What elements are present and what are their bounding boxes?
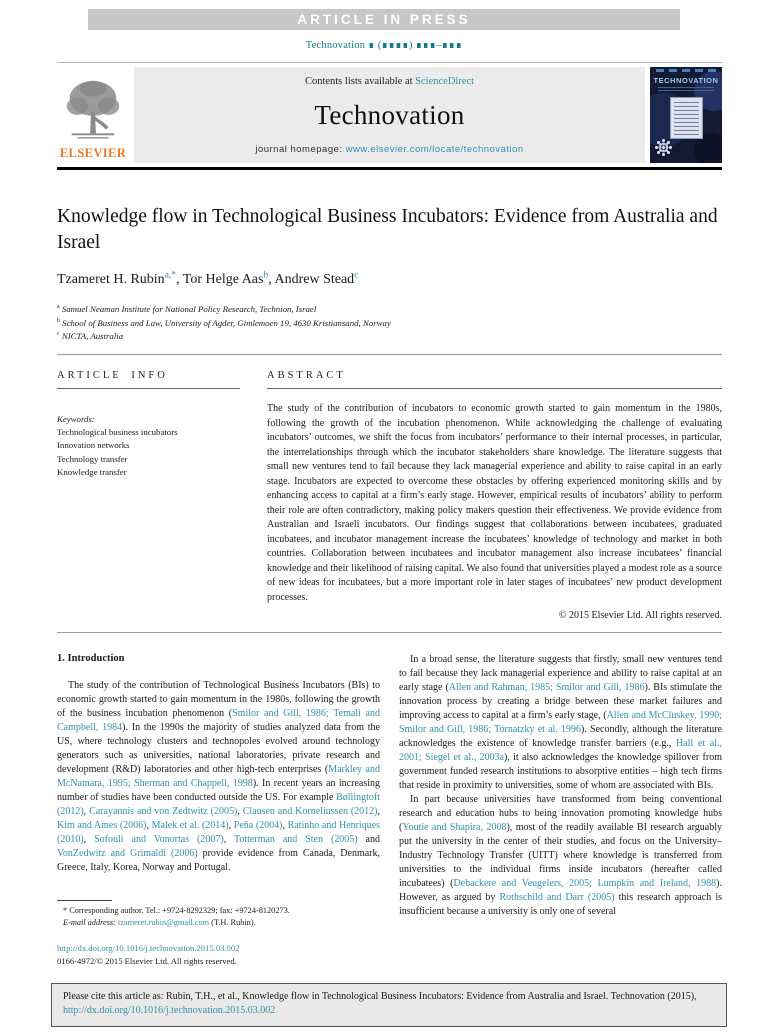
text-segment: , xyxy=(83,834,95,846)
text-segment: , Andrew Stead xyxy=(268,272,355,288)
copyright-line: © 2015 Elsevier Ltd. All rights reserved. xyxy=(558,610,722,622)
text-segment: , xyxy=(83,806,90,818)
doi-block xyxy=(57,942,380,968)
citation-link[interactable]: c xyxy=(354,270,359,281)
doi-link[interactable]: http://dx.doi.org/10.1016/j.technovation.2015.03.002 xyxy=(57,943,240,954)
citation-link[interactable]: Peña (2004) xyxy=(233,820,283,832)
journal-header-box xyxy=(134,67,645,163)
citation-link[interactable]: Hall et al., 2001; Siegel et al., 2003a xyxy=(399,738,722,764)
citation-link[interactable]: Malek et al. (2014) xyxy=(151,820,229,832)
text-segment: Please cite this article as: Rubin, T.H., et al., Knowledge flow in Technological Business Incubators: Evidence from Australia and Israel. Technovation (2015), xyxy=(63,991,697,1003)
citation-link[interactable]: Totterman and Sten (2005) xyxy=(233,834,358,846)
cover-starburst-icon xyxy=(662,146,665,149)
footnote-block xyxy=(57,900,380,968)
text-segment: In part because universities have transformed from being conventional research and education hubs to being innovation promoting knowledge hubs ( xyxy=(399,794,722,834)
text-segment: The study of the contribution of Technological Business Incubators (BIs) to economic growth started to gain momentum in the 1980s, following the growth of the business incubation phenomenon ( xyxy=(57,680,380,720)
citation-link[interactable]: tzameret.rubin@gmail.com xyxy=(118,918,210,928)
citation-link[interactable]: Allen and Rahman, 1985; Smilor and Gill, 1986 xyxy=(448,682,645,694)
text-segment: ). In recent years an increasing number of studies have been conducted outside the US. For example xyxy=(57,778,380,804)
affiliation-sup: b xyxy=(57,317,60,324)
article-info-column xyxy=(57,370,240,621)
citation-link[interactable]: Kim and Ames (2006) xyxy=(57,820,147,832)
text-segment: ). However, as argued by xyxy=(399,878,722,904)
affiliation-text: NICTA, Australia xyxy=(59,330,124,341)
text-segment: , xyxy=(377,806,381,818)
abstract-heading: ABSTRACT xyxy=(267,370,722,389)
cover-top-strip xyxy=(656,69,716,72)
citation-link[interactable]: Carayannis and von Zedtwitz (2005) xyxy=(89,806,238,818)
journal-cover-thumbnail xyxy=(650,67,722,163)
keyword-item: Technology transfer xyxy=(57,453,128,464)
keyword-item: Knowledge transfer xyxy=(57,466,127,477)
journal-homepage-link[interactable]: www.elsevier.com/locate/technovation xyxy=(345,144,524,155)
cover-panel-text-lines xyxy=(674,101,699,135)
corresponding-author-note: * Corresponding author. Tel.: +9724-8292329; fax: +9724-8120273. xyxy=(63,906,290,916)
journal-reference-line: Technovation ∎ (∎∎∎∎) ∎∎∎–∎∎∎ xyxy=(305,40,463,51)
text-segment: , xyxy=(282,820,288,832)
text-segment: provide evidence from Canada, Denmark, Greece, Italy, Korea, Norway and Portugal. xyxy=(57,848,380,874)
contents-line xyxy=(140,76,639,87)
masthead-divider xyxy=(57,167,722,170)
cover-contents-panel xyxy=(670,97,703,139)
citation-link[interactable]: VonZedwitz and Grimaldi (2006) xyxy=(57,848,198,860)
abstract-column xyxy=(267,370,722,621)
text-segment: ). Secondly, although the literature acknowledges the existence of knowledge transfer barriers (e.g., xyxy=(399,724,722,750)
text-segment: , Tor Helge Aas xyxy=(176,272,264,288)
citation-link[interactable]: b xyxy=(263,270,269,281)
body-paragraph-3 xyxy=(399,793,722,919)
cover-subtitle-lines xyxy=(658,87,714,91)
text-segment: E-mail address: xyxy=(63,918,118,928)
text-segment: Tzameret H. Rubin xyxy=(57,272,165,288)
citation-link[interactable]: a,* xyxy=(164,270,177,281)
affiliation-text: School of Business and Law, University of Agder, Gimlemoen 19, 4630 Kristiansand, Norway xyxy=(59,317,391,328)
info-abstract-section xyxy=(57,370,722,621)
introduction-heading: 1. Introduction xyxy=(57,653,125,665)
intro-paragraph-1 xyxy=(57,679,380,875)
sciencedirect-link[interactable]: ScienceDirect xyxy=(415,76,475,87)
citation-link[interactable]: Youtie and Shapira, 2008 xyxy=(402,822,507,834)
article-title: Knowledge flow in Technological Business Incubators: Evidence from Australia and Israel xyxy=(57,206,718,253)
text-segment: , xyxy=(146,820,152,832)
text-segment: (T.H. Rubin). xyxy=(209,918,256,928)
text-segment: ), most of the readily available BI research arguably put the university in the center of their studies, and focus on the University–Industry Technology Transfer (UITT) where knowledge is transferred from universities to the individual firms inside incubators (hereafter called incubatees) ( xyxy=(399,822,722,890)
homepage-prefix: journal homepage: xyxy=(255,144,346,155)
homepage-line xyxy=(140,144,639,155)
citation-link[interactable]: Clausen and Korneliussen (2012) xyxy=(242,806,378,818)
text-segment: , xyxy=(223,834,234,846)
elsevier-tree-icon xyxy=(62,77,124,145)
journal-masthead xyxy=(57,62,722,163)
left-column xyxy=(57,653,380,968)
citation-link[interactable]: Allen and McCluskey, 1990; Smilor and Gill, 1986; Tornatzky et al. 1996 xyxy=(399,710,722,736)
body-paragraph-2 xyxy=(399,653,722,793)
affiliation-b xyxy=(57,317,722,330)
banner-text: ARTICLE IN PRESS xyxy=(297,12,471,27)
elsevier-wordmark: ELSEVIER xyxy=(59,146,127,160)
journal-title: Technovation xyxy=(314,100,465,130)
elsevier-logo xyxy=(57,67,129,163)
email-note xyxy=(57,917,380,929)
text-segment: , xyxy=(228,820,234,832)
issn-line: 0166-4972/© 2015 Elsevier Ltd. All rights reserved. xyxy=(57,955,237,966)
right-column xyxy=(399,653,722,968)
text-segment: this research approach is insufficient because a university is only one of several xyxy=(399,892,722,918)
article-info-heading: ARTICLE INFO xyxy=(57,370,240,389)
author-list xyxy=(57,272,722,288)
affiliations xyxy=(57,303,722,343)
keyword-item: Technological business incubators xyxy=(57,427,178,438)
citation-link[interactable]: Ratinho and Henriques (2010) xyxy=(57,820,381,846)
abstract-text: The study of the contribution of incubators to economic growth started to gain momentum in the 1980s, following the growth of the incubation phenomenon. While acknowledging the challenge of evaluating incubators’ outcomes, we shift the focus from incubators’ performance to their internal processes, in particular, the interrelationships through which the incubator stakeholders share knowledge. The literature suggests that small new ventures tend to fail because they lack managerial experience and ability to raise capital in an early stage. Incubators are expected to overcome these obstacles by offering experienced monitoring skills and by enhancing access to capital at a firm’s early stage. However, empirical results of incubators’ ability to perform their role are often contradictory, making policy makers question their effectiveness. We provide evidence from Australian and Israeli incubators. Our findings suggest that collaborations between incubatees, graduated incubatees, and incubator management increase the incubatees’ knowledge of technology and market in both countries. Collaboration between incubatees and incubator management also increase incubatees’ financial knowledge and their likelihood of raising capital. We also found that universities played a modest role as a source of new ideas for incubatees, but a more important role in later stages of incubatees’ new product development processes. xyxy=(267,403,722,603)
cover-journal-title: TECHNOVATION xyxy=(653,76,719,85)
citation-link[interactable]: Markley and McNamara, 1995; Sherman and Chappell, 1998 xyxy=(57,764,380,790)
article-in-press-banner xyxy=(88,9,680,30)
affiliation-text: Samuel Neaman Institute for National Policy Research, Technion, Israel xyxy=(59,304,317,315)
please-cite-box xyxy=(51,983,727,1027)
text-segment: ). BIs stimulate the innovation process by creating a bridge between these market failures and improving access to capital at a firm’s early stage, ( xyxy=(399,682,722,722)
text-segment: ). In the 1990s the majority of studies analyzed data from the US, where technology clusters and technopoles evolved around technology generators such as universities, national laboratories, private research and development (R&D) laboratories and other high-tech enterprises ( xyxy=(57,722,380,776)
citation-link[interactable]: http://dx.doi.org/10.1016/j.technovation.2015.03.002 xyxy=(63,1005,276,1017)
abstract-bottom-divider xyxy=(57,632,722,633)
citation-link[interactable]: Bøllingtoft (2012) xyxy=(57,792,380,818)
affiliation-c xyxy=(57,330,722,343)
text-segment: and xyxy=(357,834,380,846)
affiliation-sup: a xyxy=(57,304,60,311)
article-body xyxy=(57,653,722,968)
citation-link[interactable]: Smilor and Gill, 1986; Temali and Campbell, 1984 xyxy=(57,708,380,734)
footnote-divider xyxy=(57,900,112,901)
affiliation-a xyxy=(57,303,722,316)
keyword-item: Innovation networks xyxy=(57,440,130,451)
keywords-label: Keywords: xyxy=(57,414,95,425)
section-divider xyxy=(57,354,722,355)
text-segment: , xyxy=(237,806,243,818)
contents-prefix: Contents lists available at xyxy=(304,76,416,87)
citation-link[interactable]: Debackere and Veugelers, 2005; Lumpkin and Ireland, 1988 xyxy=(453,878,717,890)
citation-link[interactable]: Sofouli and Vonortas (2007) xyxy=(94,834,224,846)
text-segment: ), it also acknowledges the knowledge spillover from government funded research institutions to absorptive entities – high tech firms that reside in proximity to universities, some of whom are associated with BIs. xyxy=(399,752,722,792)
keywords-block xyxy=(57,413,240,479)
affiliation-sup: c xyxy=(57,330,60,337)
citation-link[interactable]: Rothschild and Darr (2005) xyxy=(499,892,615,904)
text-segment: In a broad sense, the literature suggests that firstly, small new ventures tend to fail because they lack managerial experience and ability to raise capital at an early stage ( xyxy=(399,654,722,694)
